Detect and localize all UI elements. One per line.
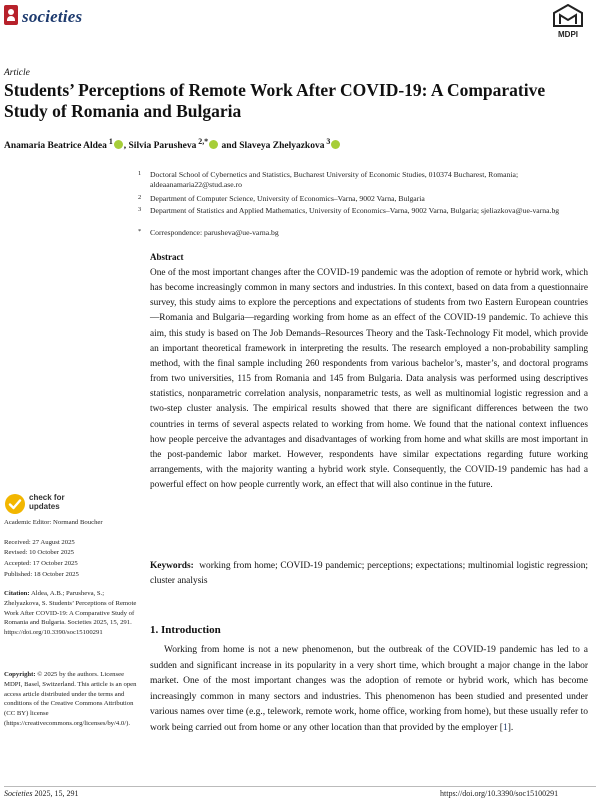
- copyright-label: Copyright:: [4, 671, 36, 678]
- affiliation: [138, 228, 590, 238]
- author-name[interactable]: Silvia Parusheva: [128, 141, 197, 152]
- received-date: Received: 27 August 2025: [4, 539, 75, 546]
- footer-divider: [4, 786, 596, 787]
- abstract-text: One of the most important changes after the COVID-19 pandemic was the adoption of remote or hybrid work, which has become increasingly common in many sectors and industries. In this context, based on data from a questionnaire survey, this study aims to explore the perceptions and expectations of students from two Eastern European countries—Romania and Bulgaria—regarding working from home as an effect of the COVID-19 pandemic. To achieve this aim, this study is based on The Job Demands–Resources Theory and the Task-Technology Fit model, which provide an important theoretical framework in interpreting the results. The research employed a non-probability sampling method, with the final sample including 260 respondents from various bachelor’s, master’s, and doctoral programs from two universities, 115 from Romania and 145 from Bulgaria. Data analysis was performed using descriptives statistics, nonparametric correlation analysis, nonparametric tests, as well as multinomial logistic regression and a two-step cluster analysis. The empirical results showed that there are significant differences between the two countries in terms of several aspects related to working from home. We found that the national context influences how people perceive the advantages and disadvantages of working from home and what skills are most important in the post-pandemic labor market. However, respondents have similar expectations regarding future working arrangements, with the majority wanting a hybrid work style. Consequently, the COVID-19 pandemic has had a powerful effect on how people currently work, an effect that will also continue in the future.: [150, 268, 588, 491]
- orcid-icon[interactable]: [114, 140, 123, 149]
- journal-logo-icon: [4, 5, 18, 25]
- citation-text: Aldea, A.B.; Parusheva, S.; Zhelyazkova, S. Students’ Perceptions of Remote Work After COVID-19: A Comparative Study of Romania and Bulgaria. Societies 2025, 15, 291. https://doi.org/10.3390/soc15100291: [4, 590, 137, 637]
- affiliation-text: Department of Computer Science, University of Economics–Varna, 9002 Varna, Bulgaria: [150, 194, 425, 203]
- affiliation-number: *: [138, 228, 142, 235]
- orcid-icon[interactable]: [331, 140, 340, 149]
- paragraph-text: Working from home is not a new phenomenon, but the outbreak of the COVID-19 pandemic has led to a sudden and significant increase in its popularity in a very short time, which brought a major change in the labor market. One of the most important changes was the adoption of remote or hybrid work, which has become increasingly common in many sectors and industries. This phenomenon has been studied and presented under various names over time (e.g., telework, remote work, home office, working from home), but these usually refer to work being carried out from home or any other location than that provided by the employer [: [150, 645, 588, 733]
- section-heading: 1. Introduction: [150, 624, 221, 636]
- published-date: Published: 18 October 2025: [4, 571, 79, 578]
- affiliation-number: 3: [138, 206, 142, 213]
- paragraph-text-end: ].: [507, 722, 514, 733]
- check-line1: check for: [29, 493, 65, 502]
- revised-date: Revised: 10 October 2025: [4, 549, 75, 556]
- author-name[interactable]: Slaveya Zhelyazkova: [239, 141, 325, 152]
- check-for-updates-label[interactable]: [29, 494, 65, 511]
- author-separator: ,: [123, 141, 129, 152]
- keywords-text: working from home; COVID-19 pandemic; perceptions; expectations; multinomial logistic regression; cluster analysis: [150, 561, 589, 586]
- affiliation-text: Department of Statistics and Applied Mathematics, University of Economics–Varna, 9002 Varna, Bulgaria; sjeliazkova@ue-varna.bg: [150, 206, 560, 215]
- footer-journal: Societies: [4, 789, 33, 798]
- section-paragraph: [150, 643, 588, 736]
- citation-block: [4, 589, 140, 638]
- author-affiliation-mark: 1: [108, 137, 113, 146]
- citation-link[interactable]: 1: [502, 722, 508, 733]
- author-separator: and: [219, 141, 240, 152]
- footer-doi-link[interactable]: https://doi.org/10.3390/soc15100291: [440, 789, 559, 798]
- correspondence-text: Correspondence: parusheva@ue-varna.bg: [150, 228, 279, 237]
- affiliation: [138, 206, 590, 216]
- mdpi-logo-icon: [551, 4, 585, 30]
- check-line2: updates: [29, 501, 60, 511]
- academic-editor: Academic Editor: Normand Boucher: [4, 519, 103, 526]
- footer-citation: [4, 789, 78, 798]
- keywords: [150, 559, 588, 589]
- accepted-date: Accepted: 17 October 2025: [4, 560, 78, 567]
- author-affiliation-mark: 2,*: [198, 137, 209, 146]
- keywords-label: Keywords:: [150, 561, 194, 571]
- affiliation-number: 1: [138, 170, 142, 177]
- affiliation: [138, 170, 590, 190]
- article-title: Students’ Perceptions of Remote Work After COVID-19: A Comparative Study of Romania and Bulgaria: [4, 80, 546, 121]
- author-list: [4, 137, 341, 151]
- footer-volume: 2025, 15, 291: [32, 789, 79, 798]
- affiliation-text: Doctoral School of Cybernetics and Statistics, Bucharest University of Economic Studies, 010374 Bucharest, Romania; aldeaanamaria22@stud.ase.ro: [150, 170, 519, 189]
- copyright-block: [4, 670, 140, 729]
- author-affiliation-mark: 3: [326, 137, 331, 146]
- publisher-name: MDPI: [558, 30, 578, 39]
- journal-name: societies: [22, 7, 83, 26]
- orcid-icon[interactable]: [209, 140, 218, 149]
- copyright-text: © 2025 by the authors. Licensee MDPI, Basel, Switzerland. This article is an open access article distributed under the terms and conditions of the Creative Commons Attribution (CC BY) license (https://creativecommons.org/licenses/by/4.0/).: [4, 671, 137, 727]
- affiliation: [138, 194, 590, 204]
- article-type: Article: [4, 68, 30, 78]
- abstract-heading: Abstract: [150, 252, 184, 262]
- check-for-updates-icon[interactable]: [4, 493, 26, 515]
- affiliation-number: 2: [138, 194, 142, 201]
- author-name[interactable]: Anamaria Beatrice Aldea: [4, 141, 107, 152]
- citation-label: Citation:: [4, 590, 30, 597]
